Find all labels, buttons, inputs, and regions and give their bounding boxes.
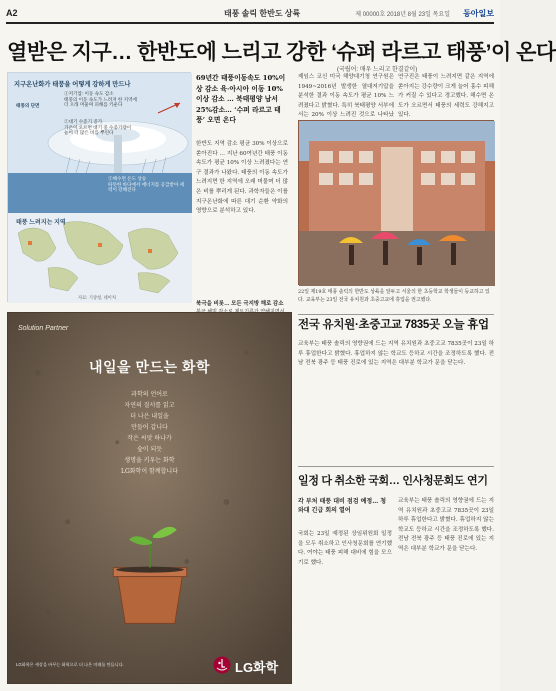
story2-headline: 일정 다 취소한 국회… 인사청문회도 연기	[298, 475, 488, 487]
photo-caption: 22일 제19호 태풍 솔릭의 한반도 상륙을 앞두고 서울의 한 초등학교 학생들이 등교하고 있다. 교육부는 23일 전국 유치원과 초중고교에 휴업을 권고했다.	[298, 289, 490, 303]
story1-body: 교육부는 태풍 솔릭의 영향권에 드는 지역 유치원과 초중고교 7835곳이 23일 하루 휴업한다고 밝혔다. 휴업하지 않는 학교도 등하교 시간을 조정하도록 했다. 전남 전북 광주 등 태풍 진로에 있는 지역은 대부분 학교가 문을 닫는다.	[298, 341, 494, 367]
story2-body-col1: 국회는 23일 예정된 상임위원회 일정을 모두 취소하고 인사청문회를 연기했다. 여야는 태풍 피해 대비에 힘을 모으기로 했다.	[298, 531, 392, 566]
article-column-3: 연구진은 태풍이 느려지면 같은 지역에 쏟아지는 강수량이 크게 늘어 홍수 피해가 커질 수 있다고 경고했다. 해수면 온도가 오르면서 태풍의 세력도 강해지고 있다.	[398, 74, 494, 119]
infographic-note-3: ③해수면 온도 상승 따뜻한 바다에서 에너지를 공급받아 세력이 강해진다	[108, 176, 185, 193]
ad-copy-line: LG화학이 함께합니다	[120, 468, 179, 475]
newspaper-brand: 동아일보	[463, 9, 494, 18]
infographic-note-1: ①저기압: 이동 속도 감소 태풍의 이동 속도가 느려져 한 지역에 더 오래 머물며 피해를 키운다	[64, 91, 137, 108]
ad-copy-line: 더 나은 내일을	[130, 413, 169, 420]
ad-copy-line: 작은 씨앗 하나가	[127, 435, 172, 442]
main-headline: 열받은 지구… 한반도에 느리고 강한 ‘슈퍼 라르고 태풍’이 온다	[7, 41, 556, 64]
story-divider	[298, 314, 494, 315]
ad-copy-line: 과학의 언어로	[131, 391, 168, 398]
ad-title: 내일을 만드는 화학	[89, 359, 210, 375]
story1-headline: 전국 유치원·초중고교 7835곳 오늘 휴업	[298, 319, 489, 331]
lg-logo-text: LG화학	[235, 660, 279, 675]
ad-copy-line: 자연의 질서를 읽고	[124, 402, 175, 409]
ad-tagline: Solution Partner	[18, 325, 69, 332]
section-title: 태풍 솔릭 한반도 상륙	[224, 9, 301, 18]
issue-meta: 제 00000호 2018년 8월 23일 목요일	[355, 12, 450, 18]
lg-chem-advertisement[interactable]	[7, 312, 292, 684]
map-legend-title: 태풍 느려지는 지역	[16, 220, 66, 226]
lg-face-icon	[213, 656, 231, 674]
lead-paragraph: 69년간 태풍이동속도 10%이상 감소 육·아시아 이동 10% 이상 감소 … 북태평양 남서 25%감소… ‘수퍼 라르고 태풍’ 오면 온다	[196, 74, 286, 124]
page-header	[6, 8, 494, 22]
school-photo-graphic	[299, 121, 495, 286]
arctic-subhead: 북극을 비롯… 모든 극지방 해로 감소	[196, 301, 284, 307]
page-number: A2	[6, 8, 18, 18]
lg-logo[interactable]	[213, 656, 281, 674]
infographic-title: 지구온난화가 태풍을 어떻게 강하게 만드나	[14, 81, 131, 88]
story2-divider	[298, 466, 494, 467]
ad-copy-line: 생명을 키우는 화학	[124, 457, 175, 464]
infographic-source: 자료: 기상청, 네이처	[78, 295, 116, 300]
header-rule	[6, 22, 494, 24]
story2-subhead: 각 부처 태풍 대비 점검 예정… 청와대 긴급 회의 열어	[298, 498, 387, 514]
headline-caption: (국립어: 매우 느리고 한결같이)	[337, 67, 418, 73]
ad-footer-text: LG화학은 세상을 바꾸는 화학으로 더 나은 미래를 만듭니다.	[16, 662, 124, 667]
ad-copy	[8, 389, 291, 477]
typhoon-section-label: 태풍의 단면	[16, 103, 40, 108]
article-column-2: 제임스 코신 미국 해양대기청 연구원은 1949~2016년 발생한 열대저기압을 분석한 결과 이동 속도가 평균 10% 느려졌다고 밝혔다. 특히 북태평양 서부에서는 20% 이상 느려진 것으로 나타났	[298, 74, 394, 119]
article-column-1: 한반도 지역 감소 평균 30% 이상으로 쏟아진다 … 지난 60여년간 태풍 이동 속도가 평균 10% 이상 느려졌다는 연구 결과가 나왔다. 태풍의 이동 속도가 느려지면 한 지역에 오래 머물며 더 많은 비를 뿌리게 된다. 과학자들은 이를 지구온난화에 따른 대기 순환 약화의 영향으로 분석하고 있다.	[196, 141, 288, 215]
typhoon-infographic	[7, 72, 191, 302]
story2-body-col2: 교육부는 태풍 솔릭의 영향권에 드는 지역 유치원과 초중고교 7835곳이 23일 하루 휴업한다고 밝혔다. 휴업하지 않는 학교도 등하교 시간을 조정하도록 했다. 전남 전북 광주 등 태풍 진로에 있는 지역은 대부분 학교가 문을 닫는다.	[398, 498, 494, 552]
school-photo	[298, 120, 494, 285]
infographic-note-2: ②대기 수증기 증가 기온이 오르면 대기 중 수증기량이 늘어 더 많은 비를 뿌린다	[64, 119, 132, 136]
ad-copy-line: 숲이 되듯	[136, 446, 163, 453]
ad-copy-line: 만들어 갑니다	[131, 424, 168, 431]
